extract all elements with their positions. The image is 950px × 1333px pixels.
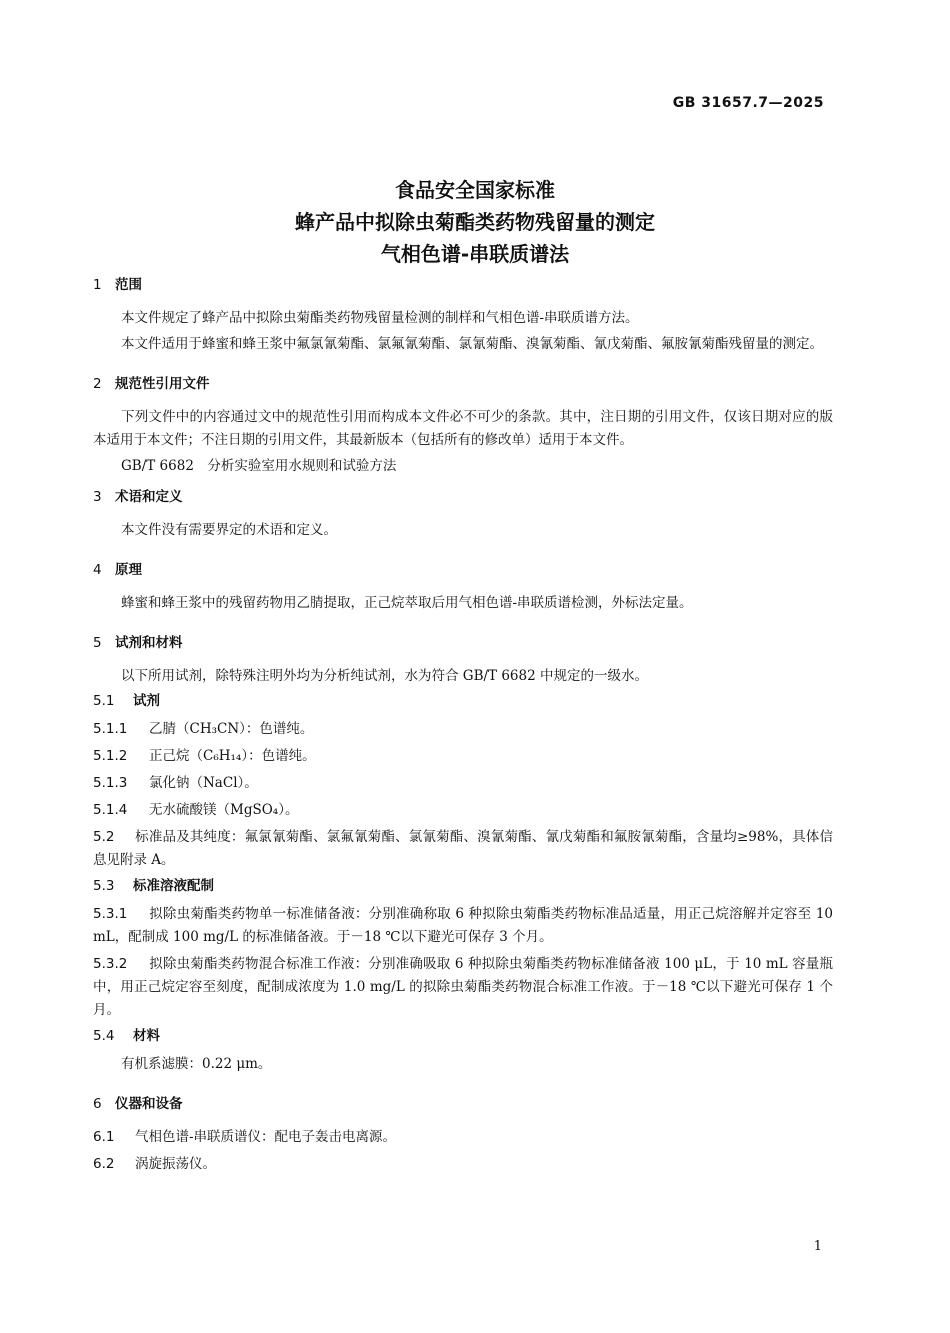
paragraph: 蜂蜜和蜂王浆中的残留药物用乙腈提取，正己烷萃取后用气相色谱-串联质谱检测，外标法定量。 <box>121 595 693 611</box>
clause-text: 乙腈（CH₃CN）：色谱纯。 <box>149 721 314 737</box>
clause-text: 涡旋振荡仪。 <box>135 1156 216 1172</box>
subsection-number: 5.1 <box>93 693 115 709</box>
clause-number: 6.2 <box>93 1156 115 1172</box>
clause-number: 5.3.1 <box>93 906 128 922</box>
section-heading-6 <box>93 1094 833 1114</box>
clause-number: 5.2 <box>93 829 115 845</box>
section-number: 6 <box>93 1096 102 1112</box>
section-title: 范围 <box>115 277 142 293</box>
clause-text: 无水硫酸镁（MgSO₄）。 <box>149 802 299 818</box>
clause-number: 6.1 <box>93 1129 115 1145</box>
clause-text: 拟除虫菊酯类药物单一标准储备液：分别准确称取 6 种拟除虫菊酯类药物标准品适量，用正己烷溶解并定容至 10 mL，配制成 100 mg/L 的标准储备液。于－18 ℃以下避光可保存 3 个月。 <box>93 906 833 945</box>
section-title: 规范性引用文件 <box>115 376 210 392</box>
clause-number: 5.1.1 <box>93 721 128 737</box>
clause-text: 气相色谱-串联质谱仪：配电子轰击电离源。 <box>135 1129 397 1145</box>
clause-5-1-1 <box>93 718 833 741</box>
normative-reference: GB/T 6682 分析实验室用水规则和试验方法 <box>121 458 397 474</box>
clause-5-1-3 <box>93 772 833 795</box>
clause-5-3-1 <box>93 903 833 949</box>
section-heading-5 <box>93 633 833 653</box>
subsection-number: 5.4 <box>93 1028 115 1044</box>
section-title: 试剂和材料 <box>115 635 183 651</box>
paragraph: 本文件没有需要界定的术语和定义。 <box>121 522 337 538</box>
paragraph: 本文件规定了蜂产品中拟除虫菊酯类药物残留量检测的制样和气相色谱-串联质谱方法。 <box>121 310 639 326</box>
title-line-3: 气相色谱-串联质谱法 <box>380 242 570 266</box>
section-number: 4 <box>93 562 102 578</box>
section-title: 仪器和设备 <box>115 1096 183 1112</box>
clause-number: 5.1.2 <box>93 748 128 764</box>
section-title: 原理 <box>115 562 142 578</box>
clause-5-1-2 <box>93 745 833 768</box>
subsection-heading-5-3 <box>93 876 833 896</box>
paragraph: 下列文件中的内容通过文中的规范性引用而构成本文件必不可少的条款。其中，注日期的引用文件，仅该日期对应的版本适用于本文件；不注日期的引用文件，其最新版本（包括所有的修改单）适用于本文件。 <box>93 409 833 448</box>
clause-text: 氯化钠（NaCl）。 <box>149 775 258 791</box>
clause-5-2 <box>93 826 833 872</box>
section-heading-2 <box>93 374 833 394</box>
paragraph: 有机系滤膜：0.22 μm。 <box>121 1056 272 1072</box>
clause-5-3-2 <box>93 953 833 1022</box>
title-line-1: 食品安全国家标准 <box>395 178 555 202</box>
section-title: 术语和定义 <box>115 489 183 505</box>
section-number: 2 <box>93 376 102 392</box>
section-heading-3 <box>93 487 833 507</box>
paragraph: 以下所用试剂，除特殊注明外均为分析纯试剂，水为符合 GB/T 6682 中规定的一级水。 <box>121 668 648 684</box>
section-heading-1 <box>93 275 833 295</box>
title-line-2: 蜂产品中拟除虫菊酯类药物残留量的测定 <box>295 210 655 234</box>
clause-5-1-4 <box>93 799 833 822</box>
subsection-title: 试剂 <box>133 693 160 709</box>
clause-text: 正己烷（C₆H₁₄）：色谱纯。 <box>149 748 316 764</box>
subsection-number: 5.3 <box>93 878 115 894</box>
standard-number: GB 31657.7—2025 <box>672 95 824 111</box>
section-number: 5 <box>93 635 102 651</box>
section-heading-4 <box>93 560 833 580</box>
page-number: 1 <box>813 1239 822 1254</box>
clause-number: 5.1.4 <box>93 802 128 818</box>
clause-text: 标准品及其纯度：氟氯氰菊酯、氯氟氰菊酯、氯氰菊酯、溴氰菊酯、氰戊菊酯和氟胺氰菊酯，含量均≥98%，具体信息见附录 A。 <box>93 829 833 868</box>
paragraph: 本文件适用于蜂蜜和蜂王浆中氟氯氰菊酯、氯氟氰菊酯、氯氰菊酯、溴氰菊酯、氰戊菊酯、氟胺氰菊酯残留量的测定。 <box>121 336 823 352</box>
subsection-title: 标准溶液配制 <box>133 878 214 894</box>
section-number: 3 <box>93 489 102 505</box>
clause-number: 5.1.3 <box>93 775 128 791</box>
subsection-title: 材料 <box>133 1028 160 1044</box>
document-body <box>93 275 833 1180</box>
section-number: 1 <box>93 277 102 293</box>
clause-text: 拟除虫菊酯类药物混合标准工作液：分别准确吸取 6 种拟除虫菊酯类药物标准储备液 100 μL，于 10 mL 容量瓶中，用正己烷定容至刻度，配制成浓度为 1.0 mg/L 的拟除虫菊酯类药物混合标准工作液。于－18 ℃以下避光可保存 1 个月。 <box>93 956 833 1018</box>
clause-6-2 <box>93 1153 833 1176</box>
clause-number: 5.3.2 <box>93 956 128 972</box>
subsection-heading-5-4 <box>93 1026 833 1046</box>
document-title <box>0 174 950 270</box>
subsection-heading-5-1 <box>93 691 833 711</box>
clause-6-1 <box>93 1126 833 1149</box>
